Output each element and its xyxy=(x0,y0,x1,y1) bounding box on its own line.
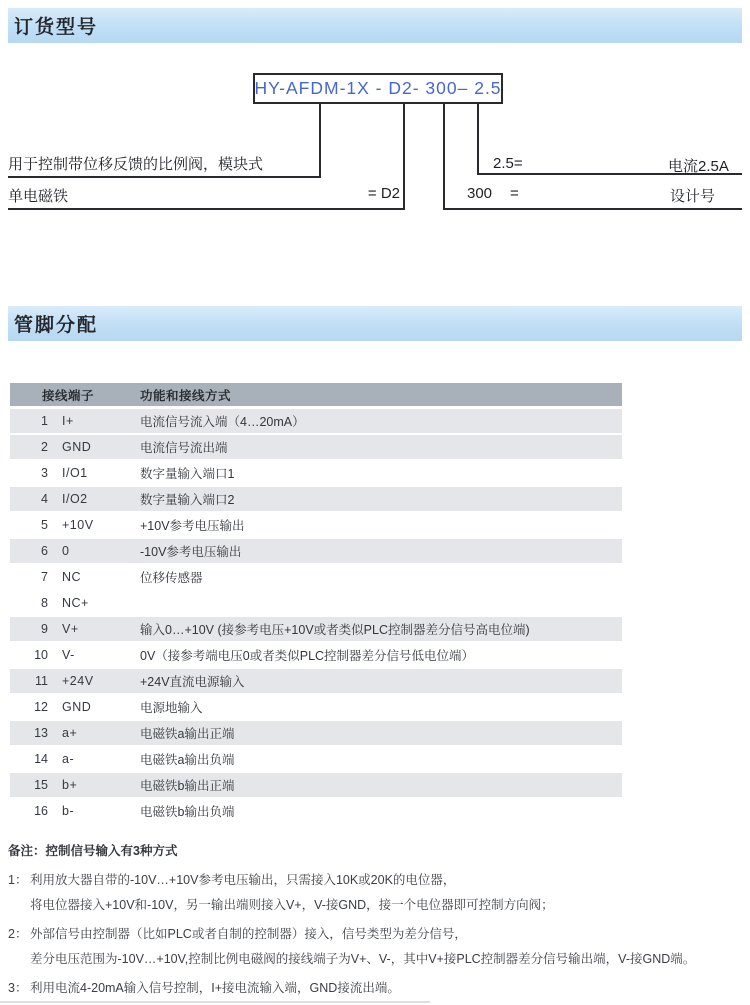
underline-solenoid xyxy=(8,208,405,210)
note-number: 2： xyxy=(8,927,28,941)
terminal-name: b+ xyxy=(62,778,78,792)
table-row xyxy=(10,617,622,641)
terminal-name: a- xyxy=(62,752,75,766)
terminal-name: 0 xyxy=(62,544,70,558)
note-line: 利用电流4-20mA输入信号控制，I+接电流输入端，GND接流出端。 xyxy=(30,981,400,995)
pin-number: 15 xyxy=(34,778,48,792)
column-header-terminal: 接线端子 xyxy=(42,388,95,403)
label-design-equals: = xyxy=(510,185,519,202)
model-code-box xyxy=(253,73,503,104)
connector-line-solenoid xyxy=(319,103,321,178)
pin-number: 2 xyxy=(41,440,48,454)
pin-number: 13 xyxy=(34,726,48,740)
table-row xyxy=(10,591,622,615)
note-line: 利用放大器自带的-10V…+10V参考电压输出，只需接入10K或20K的电位器， xyxy=(30,873,456,887)
pin-number: 6 xyxy=(41,544,48,558)
pin-number: 10 xyxy=(34,648,48,662)
pin-number: 12 xyxy=(34,700,48,714)
table-row xyxy=(10,695,622,719)
terminal-name: b- xyxy=(62,804,75,818)
table-row xyxy=(10,643,622,667)
section-header-pins xyxy=(8,306,742,341)
note-item xyxy=(8,976,744,1001)
note-line: 差分电压范围为-10V…+10V,控制比例电磁阀的接线端子为V+、V-，其中V+接PLC控制器差分信号输出端，V-接GND端。 xyxy=(30,952,696,966)
pin-number: 9 xyxy=(41,622,48,636)
pin-table-header-row xyxy=(10,383,622,406)
terminal-name: I/O1 xyxy=(62,466,88,480)
pin-number: 5 xyxy=(41,518,48,532)
connector-line-current xyxy=(477,103,479,175)
section-header-ordering xyxy=(8,8,742,43)
table-row xyxy=(10,565,622,589)
function-description: 电流信号流出端 xyxy=(140,441,228,455)
note-item xyxy=(8,868,744,918)
pin-number: 14 xyxy=(34,752,48,766)
function-description: 输入0…+10V (接参考电压+10V或者类似PLC控制器差分信号高电位端) xyxy=(140,623,530,637)
function-description: 电磁铁b输出正端 xyxy=(140,779,235,793)
note-line: 将电位器接入+10V和-10V，另一输出端则接入V+，V-接GND，接一个电位器即可控制方向阀； xyxy=(30,898,554,912)
label-valve-description: 用于控制带位移反馈的比例阀，模块式 xyxy=(8,156,264,173)
page-bottom-rule xyxy=(0,1001,430,1003)
note-text xyxy=(30,976,400,1001)
table-row xyxy=(10,513,622,537)
terminal-name: V+ xyxy=(62,622,79,636)
table-row xyxy=(10,773,622,797)
note-text xyxy=(30,868,554,918)
section-title-ordering: 订货型号 xyxy=(14,17,99,38)
function-description: 电磁铁b输出负端 xyxy=(140,805,235,819)
table-row xyxy=(10,669,622,693)
function-description: 电流信号流入端（4…20mA） xyxy=(140,415,305,429)
underline-desc xyxy=(8,176,321,178)
note-text xyxy=(30,922,695,972)
table-row xyxy=(10,539,622,563)
label-d2-code: = D2 xyxy=(367,185,400,202)
function-description: 数字量输入端口2 xyxy=(140,493,235,507)
underline-design xyxy=(443,208,742,210)
function-description: 电磁铁a输出正端 xyxy=(140,727,235,741)
note-number: 1： xyxy=(8,873,28,887)
table-row xyxy=(10,487,622,511)
note-line: 外部信号由控制器（比如PLC或者自制的控制器）接入，信号类型为差分信号， xyxy=(30,927,467,941)
terminal-name: +10V xyxy=(62,518,94,532)
notes-title: 备注：控制信号输入有3种方式 xyxy=(8,844,178,858)
terminal-name: NC+ xyxy=(62,596,89,610)
section-title-pins: 管脚分配 xyxy=(14,315,99,336)
terminal-name: GND xyxy=(62,440,92,454)
label-current-value: 电流2.5A xyxy=(668,158,729,175)
table-row xyxy=(10,799,622,823)
pin-number: 11 xyxy=(35,674,48,688)
pin-number: 7 xyxy=(41,570,48,584)
function-description: +10V参考电压输出 xyxy=(140,519,245,533)
note-item xyxy=(8,922,744,972)
notes-list xyxy=(8,868,744,1001)
table-row xyxy=(10,721,622,745)
terminal-name: V- xyxy=(62,648,75,662)
function-description: 电磁铁a输出负端 xyxy=(140,753,235,767)
function-description: 电源地输入 xyxy=(140,701,203,715)
ordering-code-diagram xyxy=(0,43,750,286)
pin-number: 4 xyxy=(41,492,48,506)
model-code: HY-AFDM-1X - D2- 300– 2.5 xyxy=(254,78,502,98)
table-row xyxy=(10,461,622,485)
label-design-number: 设计号 xyxy=(670,188,716,205)
pin-number: 8 xyxy=(41,596,48,610)
function-description: 位移传感器 xyxy=(140,571,203,585)
function-description: 数字量输入端口1 xyxy=(140,467,235,481)
function-description: 0V（接参考端电压0或者类似PLC控制器差分信号低电位端） xyxy=(140,649,475,663)
table-row xyxy=(10,409,622,433)
pin-table-body xyxy=(10,409,622,823)
terminal-name: a+ xyxy=(62,726,78,740)
note-number: 3： xyxy=(8,981,28,995)
label-design-code: 300 xyxy=(467,185,493,202)
table-row xyxy=(10,435,622,459)
pin-assignment-table xyxy=(10,383,622,823)
column-header-function: 功能和接线方式 xyxy=(140,388,232,403)
label-current-code: 2.5= xyxy=(493,155,523,172)
pin-number: 1 xyxy=(41,414,48,428)
label-single-solenoid: 单电磁铁 xyxy=(8,188,69,205)
pin-number: 3 xyxy=(41,466,48,480)
notes-section xyxy=(8,841,744,1001)
pin-number: 16 xyxy=(34,804,48,818)
terminal-name: GND xyxy=(62,700,92,714)
terminal-name: NC xyxy=(62,570,82,584)
table-row xyxy=(10,747,622,771)
connector-line-d2 xyxy=(403,103,405,210)
function-description: -10V参考电压输出 xyxy=(140,545,242,559)
terminal-name: I/O2 xyxy=(62,492,88,506)
connector-line-design xyxy=(443,103,445,210)
function-description: +24V直流电源输入 xyxy=(140,675,245,689)
terminal-name: I+ xyxy=(62,414,74,428)
terminal-name: +24V xyxy=(62,674,94,688)
